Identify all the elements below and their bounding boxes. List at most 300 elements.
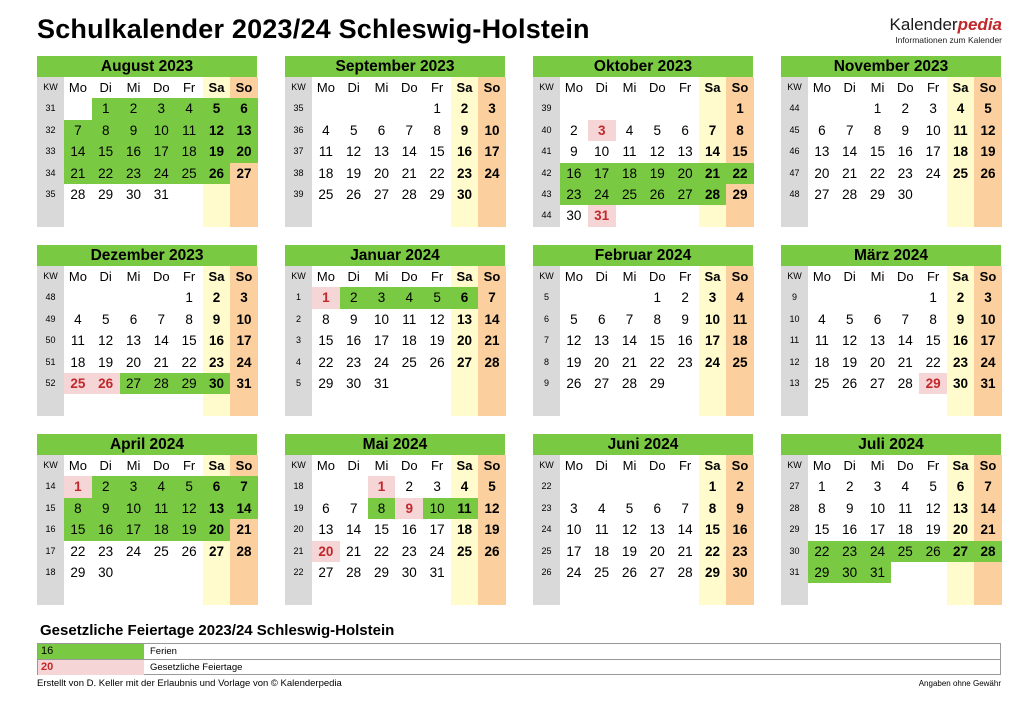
day-cell-empty [974,184,1002,205]
day-cell: 24 [980,354,996,370]
weekday-header: Fr [678,269,692,284]
weekday-header: Mo [812,80,831,95]
week-number: 15 [45,502,56,513]
day-cell-empty [560,98,588,119]
day-cell: 11 [622,144,637,160]
day-cell: 27 [869,375,885,391]
weekday-header: Mo [68,80,87,95]
day-cell-vacation: 12 [175,498,203,519]
day-cell: 12 [346,144,362,160]
day-cell-vacation: 25 [891,541,919,562]
day-cell-empty [368,394,396,415]
day-cell: 30 [125,186,141,202]
day-cell: 17 [566,543,582,559]
month-3 [533,56,753,227]
day-cell-vacation: 8 [92,120,120,141]
day-cell-vacation: 5 [175,476,203,497]
day-cell-empty [64,394,92,415]
day-cell: 8 [736,122,744,138]
weekday-header: Mi [374,458,389,473]
day-cell: 12 [484,500,500,516]
day-cell-vacation: 6 [203,476,230,497]
weekday-header: Fr [182,80,196,95]
week-number [285,205,312,226]
day-cell: 1 [653,290,662,306]
day-cell: 15 [732,144,748,160]
day-cell-vacation: 5 [203,98,230,119]
day-cell: 16 [842,522,858,538]
weekday-header: Sa [456,458,473,473]
week-number: 22 [293,566,304,577]
kw-header: KW [539,460,554,470]
day-cell-holiday: 9 [395,498,423,519]
week-number: 18 [45,566,56,577]
day-cell: 19 [484,522,500,538]
day-cell: 3 [433,479,441,495]
day-cell-empty [919,205,947,226]
month-days-grid [37,266,257,416]
day-cell-empty [699,205,726,226]
legend-row-ferien [38,644,1000,660]
weekday-header: Mo [564,80,583,95]
day-cell-empty [891,562,919,583]
weekday-header: Mi [126,269,141,284]
day-cell: 30 [456,186,472,202]
day-cell-vacation: 7 [64,120,92,141]
day-cell-vacation: 19 [175,519,203,540]
day-cell-empty [919,583,947,604]
day-cell: 19 [98,354,114,370]
day-cell-empty [312,98,340,119]
day-cell: 10 [704,311,720,327]
day-cell-vacation: 21 [64,163,92,184]
day-cell: 10 [373,311,389,327]
day-cell: 1 [873,101,882,117]
legend-row-feiertage [38,660,1000,675]
day-cell-vacation: 17 [147,141,175,162]
day-cell: 16 [897,144,913,160]
day-cell-empty [64,98,92,119]
weekday-header: Di [843,80,856,95]
day-cell-empty [64,583,92,604]
day-cell: 17 [869,522,885,538]
kw-header: KW [539,82,554,92]
day-cell-empty [230,184,258,205]
day-cell: 13 [373,144,389,160]
day-cell-empty [368,205,396,226]
day-cell: 19 [621,543,637,559]
day-cell: 15 [429,144,445,160]
day-cell: 7 [625,311,634,327]
day-cell-empty [423,205,451,226]
weekday-header: Mi [622,269,637,284]
month-days-grid [533,266,753,416]
weekday-header: Do [648,80,666,95]
month-12 [781,434,1001,605]
day-cell-empty [643,394,671,415]
day-cell-empty [147,205,175,226]
day-cell-empty [368,98,396,119]
day-cell-vacation: 27 [947,541,974,562]
day-cell: 21 [153,354,169,370]
day-cell-vacation: 3 [368,287,396,308]
day-cell: 9 [681,311,689,327]
day-cell-vacation: 11 [147,498,175,519]
day-cell: 2 [736,479,744,495]
day-cell-empty [92,205,120,226]
day-cell: 22 [704,543,720,559]
day-cell: 10 [980,311,996,327]
day-cell: 27 [814,186,830,202]
day-cell: 20 [594,354,610,370]
day-cell: 15 [869,144,885,160]
day-cell-vacation: 28 [974,541,1002,562]
day-cell-empty [175,184,203,205]
day-cell-empty [588,583,616,604]
day-cell-vacation: 20 [671,163,699,184]
week-number [285,583,312,604]
day-cell: 12 [429,311,445,327]
day-cell-empty [616,205,644,226]
day-cell: 20 [649,543,665,559]
day-cell: 23 [208,354,224,370]
legend-swatch-ferien: 16 [38,644,144,659]
weekday-header: So [483,80,501,95]
day-cell-empty [671,583,699,604]
day-cell-empty [699,373,726,394]
day-cell-empty [836,287,864,308]
day-cell-empty [836,98,864,119]
week-number: 50 [45,335,56,346]
day-cell: 14 [677,522,693,538]
week-number: 1 [295,292,301,303]
day-cell: 11 [953,122,968,138]
day-cell: 21 [677,543,693,559]
weekday-header: Mi [126,80,141,95]
weekday-header: Sa [704,80,721,95]
day-cell: 10 [236,311,252,327]
week-number: 32 [45,124,56,135]
week-number: 3 [295,335,301,346]
month-4 [781,56,1001,227]
day-cell-holiday: 29 [919,373,947,394]
day-cell: 29 [98,186,114,202]
day-cell: 25 [456,543,472,559]
week-number: 25 [541,545,552,556]
day-cell: 14 [980,500,996,516]
week-number: 29 [789,524,800,535]
day-cell: 25 [952,165,968,181]
week-number: 42 [541,167,552,178]
weekday-header: Do [400,458,418,473]
day-cell-holiday: 20 [312,541,340,562]
day-cell-empty [147,583,175,604]
day-cell-empty [423,583,451,604]
weekday-header: Fr [182,458,196,473]
weekday-header: Do [152,458,170,473]
footer-disclaimer: Angaben ohne Gewähr [918,679,1001,688]
day-cell: 31 [980,375,996,391]
day-cell-vacation: 16 [120,141,148,162]
day-cell: 3 [873,479,882,495]
week-number: 37 [293,146,304,157]
day-cell: 23 [456,165,472,181]
day-cell: 16 [677,333,693,349]
day-cell-empty [616,583,644,604]
day-cell: 17 [980,333,996,349]
day-cell-vacation: 24 [864,541,892,562]
day-cell-vacation: 14 [64,141,92,162]
day-cell: 21 [401,165,417,181]
day-cell-vacation: 26 [919,541,947,562]
month-days-grid [781,455,1001,605]
day-cell: 11 [898,500,913,516]
day-cell-empty [395,373,423,394]
day-cell: 6 [818,122,826,138]
day-cell: 2 [212,290,221,306]
day-cell-empty [891,394,919,415]
day-cell-empty [864,583,892,604]
day-cell: 27 [236,165,252,181]
week-number: 46 [789,146,800,157]
day-cell: 6 [681,122,689,138]
week-number: 10 [789,313,800,324]
day-cell: 6 [653,500,662,516]
weekday-header: Fr [182,269,196,284]
day-cell: 4 [460,479,469,495]
day-cell-empty [340,476,368,497]
day-cell-vacation: 28 [699,184,726,205]
day-cell-empty [120,562,148,583]
day-cell: 3 [984,290,992,306]
day-cell: 22 [373,543,389,559]
day-cell-empty [203,205,230,226]
day-cell: 30 [566,208,582,224]
month-title: Februar 2024 [533,245,753,266]
week-number [533,583,560,604]
weekday-header: So [235,80,253,95]
day-cell-empty [947,205,974,226]
day-cell-empty [947,184,974,205]
day-cell-empty [671,373,699,394]
day-cell-vacation: 9 [120,120,148,141]
month-days-grid [285,77,505,227]
footer-credit: Erstellt von D. Keller mit der Erlaubnis und Vorlage von © Kalenderpedia [37,678,342,689]
day-cell: 27 [373,186,389,202]
day-cell: 28 [621,375,637,391]
day-cell-vacation: 6 [451,287,478,308]
day-cell: 29 [318,375,334,391]
day-cell: 28 [897,375,913,391]
day-cell: 15 [373,522,389,538]
day-cell: 17 [373,333,389,349]
day-cell: 24 [125,543,141,559]
day-cell-empty [312,476,340,497]
day-cell-empty [147,562,175,583]
day-cell-empty [203,562,230,583]
day-cell-empty [726,394,754,415]
day-cell-holiday: 25 [64,373,92,394]
day-cell: 13 [318,522,334,538]
day-cell-vacation: 30 [203,373,230,394]
kw-header: KW [43,460,58,470]
day-cell: 4 [818,311,826,327]
day-cell: 27 [208,543,224,559]
week-number: 5 [295,377,301,388]
day-cell: 28 [677,564,693,580]
day-cell-empty [588,98,616,119]
day-cell: 6 [956,479,965,495]
weekday-header: Do [152,269,170,284]
day-cell: 7 [708,122,717,138]
day-cell-empty [120,583,148,604]
week-number: 17 [45,545,56,556]
kw-header: KW [787,460,802,470]
weekday-header: Di [595,269,608,284]
weekday-header: Mo [316,269,335,284]
day-cell: 7 [349,500,358,516]
day-cell: 23 [897,165,913,181]
day-cell: 13 [814,144,830,160]
day-cell-vacation: 18 [616,163,644,184]
day-cell: 23 [732,543,748,559]
day-cell-vacation: 28 [147,373,175,394]
weekday-header: Fr [430,269,444,284]
logo-subtitle: Informationen zum Kalender [895,35,1002,45]
weekday-header: Mo [812,269,831,284]
week-number [37,583,64,604]
day-cell: 20 [373,165,389,181]
day-cell: 9 [845,500,854,516]
day-cell-empty [451,205,478,226]
weekday-header: Fr [926,458,940,473]
day-cell: 22 [649,354,665,370]
weekday-header: Fr [926,80,940,95]
day-cell: 13 [869,333,885,349]
day-cell: 12 [980,122,996,138]
kw-header: KW [291,271,306,281]
day-cell: 14 [842,144,858,160]
day-cell: 1 [736,101,744,117]
day-cell: 8 [185,311,193,327]
day-cell: 24 [704,354,720,370]
day-cell-vacation: 15 [92,141,120,162]
month-title: März 2024 [781,245,1001,266]
day-cell-vacation: 20 [203,519,230,540]
day-cell-empty [203,394,230,415]
day-cell: 26 [484,543,500,559]
day-cell: 3 [488,101,496,117]
day-cell: 23 [952,354,968,370]
day-cell: 25 [814,375,830,391]
day-cell: 29 [649,375,665,391]
weekday-header: Di [99,269,112,284]
day-cell-empty [616,476,644,497]
day-cell-empty [947,583,974,604]
day-cell: 19 [980,144,996,160]
day-cell: 5 [929,479,937,495]
day-cell: 9 [349,311,358,327]
day-cell: 16 [456,144,472,160]
day-cell-empty [368,583,396,604]
kw-header: KW [43,271,58,281]
day-cell-holiday: 1 [368,476,396,497]
day-cell: 13 [649,522,665,538]
day-cell: 24 [429,543,445,559]
day-cell: 19 [842,354,858,370]
week-number: 4 [295,356,301,367]
weekday-header: Mi [622,80,637,95]
week-number: 36 [293,124,304,135]
day-cell-empty [974,583,1002,604]
day-cell-empty [340,98,368,119]
day-cell-empty [808,394,836,415]
day-cell: 26 [980,165,996,181]
month-11 [533,434,753,605]
day-cell-vacation: 4 [175,98,203,119]
day-cell: 30 [952,375,968,391]
week-number: 34 [45,167,56,178]
day-cell: 6 [873,311,882,327]
week-number: 33 [45,146,56,157]
legend-label-ferien: Ferien [150,646,177,657]
day-cell: 13 [952,500,968,516]
day-cell-vacation: 27 [120,373,148,394]
day-cell: 6 [377,122,386,138]
month-2 [285,56,505,227]
day-cell: 22 [925,354,941,370]
weekday-header: Fr [678,80,692,95]
day-cell: 17 [925,144,941,160]
day-cell: 16 [346,333,362,349]
weekday-header: So [731,458,749,473]
day-cell-empty [312,205,340,226]
day-cell-empty [478,373,506,394]
day-cell: 7 [984,479,992,495]
week-number: 48 [45,292,56,303]
day-cell-vacation: 24 [588,184,616,205]
day-cell: 13 [456,311,472,327]
day-cell: 27 [318,564,334,580]
kw-header: KW [291,82,306,92]
day-cell: 19 [925,522,941,538]
day-cell-empty [560,476,588,497]
day-cell: 1 [433,101,441,117]
weekday-header: Mo [812,458,831,473]
week-number: 44 [789,103,800,114]
day-cell-vacation: 3 [147,98,175,119]
month-title: August 2023 [37,56,257,77]
week-number: 26 [541,566,552,577]
day-cell-empty [947,394,974,415]
day-cell: 9 [956,311,965,327]
day-cell-empty [478,583,506,604]
day-cell: 29 [373,564,389,580]
month-title: Juni 2024 [533,434,753,455]
brand-logo[interactable] [890,16,1002,45]
day-cell: 11 [318,144,333,160]
week-number: 6 [543,313,549,324]
day-cell-empty [974,394,1002,415]
day-cell-empty [395,205,423,226]
week-number: 28 [789,502,800,513]
month-title: Mai 2024 [285,434,505,455]
day-cell-empty [836,583,864,604]
day-cell-empty [395,98,423,119]
month-days-grid [285,266,505,416]
day-cell: 10 [869,500,885,516]
day-cell: 20 [125,354,141,370]
